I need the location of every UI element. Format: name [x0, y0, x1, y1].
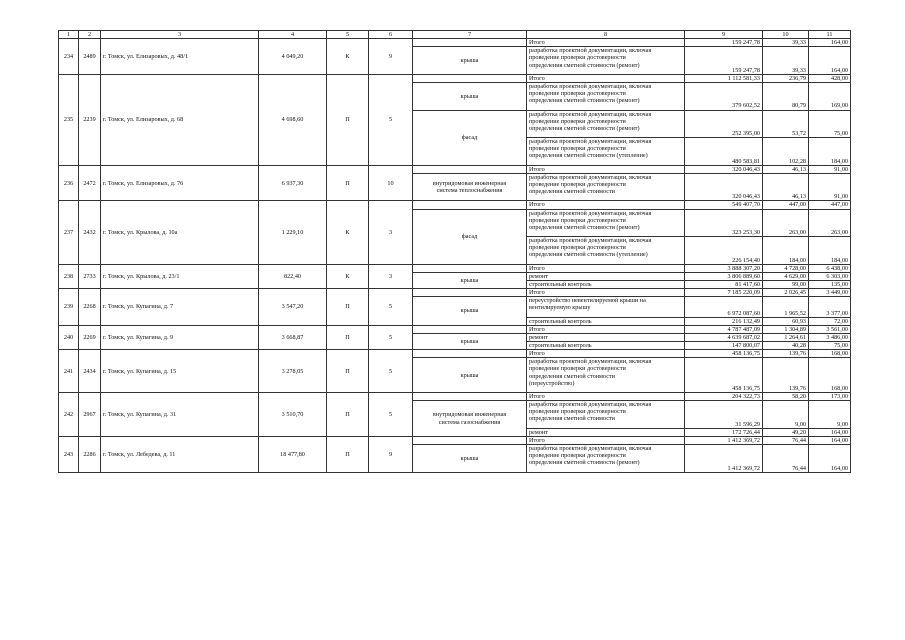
work-description: Итого [527, 436, 685, 444]
value-total: 1 112 581,33 [685, 74, 763, 82]
work-description [527, 82, 685, 110]
work-type: фасад [413, 209, 527, 264]
row-number: 242 [59, 393, 79, 437]
table-row [59, 325, 851, 333]
type-cell: П [327, 165, 369, 201]
value-limit: 3 486,00 [809, 333, 851, 341]
value-per-sqm: 236,79 [763, 74, 809, 82]
area-cell: 6 937,30 [259, 165, 327, 201]
text-line: вентилируемую крышу [529, 304, 591, 312]
value-per-sqm: 263,00 [763, 209, 809, 237]
works-table [58, 30, 851, 473]
value-total: 252 395,00 [685, 110, 763, 138]
value-total: 159 247,78 [685, 39, 763, 47]
work-description: строительный контроль [527, 281, 685, 289]
value-per-sqm: 2 026,45 [763, 289, 809, 297]
table-row [59, 165, 851, 173]
work-type-empty [413, 436, 527, 444]
value-total: 320 046,43 [685, 165, 763, 173]
work-type-empty [413, 350, 527, 358]
text-line: проведение проверки достоверности [529, 181, 626, 188]
value-per-sqm: 1 264,61 [763, 333, 809, 341]
floors-cell: 9 [369, 436, 413, 472]
value-limit: 173,00 [809, 393, 851, 401]
value-limit: 164,00 [809, 436, 851, 444]
work-description: Итого [527, 289, 685, 297]
text-line: определения сметной стоимости (ремонт) [529, 459, 640, 467]
address-cell: г. Томск, ул. Лебедева, д. 11 [101, 436, 259, 472]
work-type: крыша [413, 333, 527, 349]
type-cell: К [327, 39, 369, 75]
value-total: 1 412 369,72 [685, 436, 763, 444]
table-row [59, 393, 851, 401]
value-per-sqm: 39,33 [763, 39, 809, 47]
table-row [59, 436, 851, 444]
work-type: крыша [413, 358, 527, 393]
value-per-sqm: 9,00 [763, 401, 809, 429]
text-line: проведение проверки достоверности [529, 54, 626, 62]
value-limit: 91,00 [809, 173, 851, 201]
address-cell: г. Томск, ул. Купагина, д. 31 [101, 393, 259, 437]
work-type: крыша [413, 445, 527, 473]
value-per-sqm: 39,33 [763, 47, 809, 75]
value-per-sqm: 184,00 [763, 237, 809, 265]
value-total: 549 407,70 [685, 201, 763, 209]
value-total: 320 046,43 [685, 173, 763, 201]
text-line: система газоснабжения [438, 418, 501, 426]
work-type-empty [413, 201, 527, 209]
value-total: 204 322,73 [685, 393, 763, 401]
work-description [527, 209, 685, 237]
text-line: разработка проектной документации, включая [529, 209, 652, 217]
type-cell: К [327, 264, 369, 288]
floors-cell: 10 [369, 165, 413, 201]
value-total: 458 136,75 [685, 358, 763, 393]
value-limit: 168,00 [809, 358, 851, 393]
floors-cell: 5 [369, 74, 413, 165]
object-code: 2434 [79, 350, 101, 393]
table-row [59, 350, 851, 358]
work-description: Итого [527, 325, 685, 333]
value-per-sqm: 4 629,00 [763, 272, 809, 280]
value-limit: 169,00 [809, 82, 851, 110]
value-per-sqm: 4 728,00 [763, 264, 809, 272]
text-line: проведение проверки достоверности [529, 117, 626, 125]
value-per-sqm: 53,72 [763, 110, 809, 138]
value-limit: 447,00 [809, 201, 851, 209]
col-header: 10 [763, 31, 809, 39]
address-cell: г. Томск, ул. Крылова, д. 10а [101, 201, 259, 264]
value-limit: 6 303,00 [809, 272, 851, 280]
object-code: 2239 [79, 74, 101, 165]
value-total: 1 412 369,72 [685, 445, 763, 473]
value-limit: 72,00 [809, 317, 851, 325]
value-total: 81 417,60 [685, 281, 763, 289]
text-line: определения сметной стоимости (ремонт) [529, 61, 640, 69]
value-limit: 164,00 [809, 47, 851, 75]
address-cell: г. Томск, ул. Купагина, д. 9 [101, 325, 259, 349]
address-cell: г. Томск, ул. Крылова, д. 23/1 [101, 264, 259, 288]
work-description [527, 237, 685, 265]
floors-cell: 3 [369, 264, 413, 288]
text-line: внутридомовая инженерная [432, 411, 507, 419]
value-total: 323 253,30 [685, 209, 763, 237]
value-limit: 91,00 [809, 165, 851, 173]
work-description: Итого [527, 201, 685, 209]
value-limit: 168,00 [809, 350, 851, 358]
work-type: крыша [413, 47, 527, 75]
work-type-empty [413, 264, 527, 272]
table-row [59, 201, 851, 209]
object-code: 2269 [79, 325, 101, 349]
type-cell: К [327, 201, 369, 264]
text-line: определения сметной стоимости (ремонт) [529, 97, 640, 105]
area-cell: 3 510,70 [259, 393, 327, 437]
value-per-sqm: 46,13 [763, 165, 809, 173]
text-line: разработка проектной документации, включая [529, 82, 652, 90]
row-number: 241 [59, 350, 79, 393]
value-per-sqm: 102,28 [763, 138, 809, 166]
row-number: 236 [59, 165, 79, 201]
table-row [59, 39, 851, 47]
address-cell: г. Томск, ул. Елизаровых, д. 68 [101, 74, 259, 165]
area-cell: 4 049,20 [259, 39, 327, 75]
row-number: 243 [59, 436, 79, 472]
col-header: 11 [809, 31, 851, 39]
floors-cell: 3 [369, 201, 413, 264]
area-cell: 822,40 [259, 264, 327, 288]
table-body [59, 39, 851, 473]
area-cell: 3 547,20 [259, 289, 327, 326]
text-line: определения сметной стоимости (утепление) [529, 152, 648, 160]
row-number: 235 [59, 74, 79, 165]
object-code: 2268 [79, 289, 101, 326]
text-line: разработка проектной документации, включая [529, 110, 652, 118]
text-line: переустройство невентилируемой крыши на [529, 297, 646, 305]
text-line: проведение проверки достоверности [529, 145, 626, 153]
text-line: проведение проверки достоверности [529, 244, 626, 252]
text-line: система теплоснабжения [436, 187, 503, 195]
work-description [527, 401, 685, 429]
value-per-sqm: 46,13 [763, 173, 809, 201]
work-type: крыша [413, 272, 527, 288]
value-per-sqm: 447,00 [763, 201, 809, 209]
value-total: 159 247,78 [685, 47, 763, 75]
value-limit: 164,00 [809, 428, 851, 436]
col-header: 4 [259, 31, 327, 39]
text-line: определения сметной стоимости (ремонт) [529, 124, 640, 132]
value-total: 147 800,07 [685, 342, 763, 350]
col-header: 2 [79, 31, 101, 39]
value-limit: 263,00 [809, 209, 851, 237]
value-limit: 9,00 [809, 401, 851, 429]
floors-cell: 9 [369, 39, 413, 75]
text-line: определения сметной стоимости (ремонт) [529, 223, 640, 231]
text-line: проведение проверки достоверности [529, 408, 626, 416]
text-line: (переустройство) [529, 379, 575, 387]
floors-cell: 5 [369, 393, 413, 437]
object-code: 2967 [79, 393, 101, 437]
work-type-empty [413, 39, 527, 47]
object-code: 2432 [79, 201, 101, 264]
col-header: 1 [59, 31, 79, 39]
type-cell: П [327, 393, 369, 437]
value-per-sqm: 1 965,52 [763, 297, 809, 317]
text-line: определения сметной стоимости (утепление) [529, 251, 648, 259]
work-description: Итого [527, 393, 685, 401]
work-description: Итого [527, 39, 685, 47]
value-limit: 164,00 [809, 445, 851, 473]
work-description: ремонт [527, 272, 685, 280]
value-per-sqm: 40,28 [763, 342, 809, 350]
work-description: Итого [527, 264, 685, 272]
value-per-sqm: 1 304,89 [763, 325, 809, 333]
area-cell: 4 698,60 [259, 74, 327, 165]
row-number: 238 [59, 264, 79, 288]
text-line: определения сметной стоимости [529, 372, 615, 380]
work-type: крыша [413, 82, 527, 110]
type-cell: П [327, 74, 369, 165]
value-total: 4 639 687,02 [685, 333, 763, 341]
value-limit: 184,00 [809, 237, 851, 265]
value-total: 31 596,29 [685, 401, 763, 429]
value-per-sqm: 76,44 [763, 445, 809, 473]
address-cell: г. Томск, ул. Елизаровых, д. 48/1 [101, 39, 259, 75]
address-cell: г. Томск, ул. Купагина, д. 15 [101, 350, 259, 393]
value-total: 480 583,81 [685, 138, 763, 166]
value-per-sqm: 80,79 [763, 82, 809, 110]
row-number: 239 [59, 289, 79, 326]
value-per-sqm: 139,76 [763, 358, 809, 393]
value-per-sqm: 139,76 [763, 350, 809, 358]
address-cell: г. Томск, ул. Елизаровых, д. 76 [101, 165, 259, 201]
type-cell: П [327, 436, 369, 472]
work-type-empty [413, 325, 527, 333]
work-type: фасад [413, 110, 527, 165]
value-total: 226 154,40 [685, 237, 763, 265]
value-total: 3 888 307,20 [685, 264, 763, 272]
text-line: разработка проектной документации, включая [529, 173, 652, 181]
text-line: проведение проверки достоверности [529, 216, 626, 224]
col-header: 9 [685, 31, 763, 39]
area-cell: 18 477,80 [259, 436, 327, 472]
area-cell: 3 668,87 [259, 325, 327, 349]
value-limit: 75,00 [809, 110, 851, 138]
text-line: разработка проектной документации, включая [529, 237, 652, 245]
type-cell: П [327, 350, 369, 393]
text-line: проведение проверки достоверности [529, 452, 626, 460]
value-limit: 75,00 [809, 342, 851, 350]
text-line: внутридомовая инженерная [432, 180, 507, 188]
value-per-sqm: 76,44 [763, 436, 809, 444]
value-total: 6 972 087,60 [685, 297, 763, 317]
value-per-sqm: 99,00 [763, 281, 809, 289]
object-code: 2286 [79, 436, 101, 472]
value-limit: 3 561,00 [809, 325, 851, 333]
value-total: 216 132,49 [685, 317, 763, 325]
text-line: определения сметной стоимости [529, 188, 615, 196]
work-description [527, 138, 685, 166]
row-number: 234 [59, 39, 79, 75]
col-header: 7 [413, 31, 527, 39]
value-total: 458 136,75 [685, 350, 763, 358]
col-header: 5 [327, 31, 369, 39]
work-description: ремонт [527, 428, 685, 436]
value-total: 7 185 220,09 [685, 289, 763, 297]
text-line: разработка проектной документации, включая [529, 138, 652, 146]
work-description: Итого [527, 74, 685, 82]
floors-cell: 5 [369, 325, 413, 349]
text-line: определения сметной стоимости [529, 415, 615, 423]
work-description [527, 358, 685, 393]
value-per-sqm: 60,93 [763, 317, 809, 325]
work-description [527, 445, 685, 473]
text-line: разработка проектной документации, включая [529, 47, 652, 55]
object-code: 2472 [79, 165, 101, 201]
floors-cell: 5 [369, 289, 413, 326]
text-line: разработка проектной документации, включая [529, 358, 652, 366]
value-total: 3 806 889,60 [685, 272, 763, 280]
value-limit: 3 449,00 [809, 289, 851, 297]
work-type: крыша [413, 297, 527, 326]
work-description [527, 173, 685, 201]
work-description: строительный контроль [527, 342, 685, 350]
work-description [527, 110, 685, 138]
work-description [527, 47, 685, 75]
area-cell: 3 278,05 [259, 350, 327, 393]
work-type-empty [413, 165, 527, 173]
text-line: разработка проектной документации, включая [529, 445, 652, 453]
text-line: разработка проектной документации, включая [529, 401, 652, 409]
work-type-empty [413, 289, 527, 297]
work-type [413, 173, 527, 201]
value-limit: 184,00 [809, 138, 851, 166]
table-row [59, 289, 851, 297]
floors-cell: 5 [369, 350, 413, 393]
header-row [59, 31, 851, 39]
work-description: Итого [527, 165, 685, 173]
area-cell: 1 229,10 [259, 201, 327, 264]
value-limit: 428,00 [809, 74, 851, 82]
table-row [59, 264, 851, 272]
value-per-sqm: 49,20 [763, 428, 809, 436]
value-limit: 135,00 [809, 281, 851, 289]
value-total: 379 602,52 [685, 82, 763, 110]
col-header: 3 [101, 31, 259, 39]
work-type-empty [413, 74, 527, 82]
type-cell: П [327, 325, 369, 349]
work-description [527, 297, 685, 317]
row-number: 240 [59, 325, 79, 349]
text-line: проведение проверки достоверности [529, 365, 626, 373]
address-cell: г. Томск, ул. Купагина, д. 7 [101, 289, 259, 326]
value-limit: 164,00 [809, 39, 851, 47]
work-description: Итого [527, 350, 685, 358]
table-row [59, 74, 851, 82]
work-type-empty [413, 393, 527, 401]
value-limit: 6 438,00 [809, 264, 851, 272]
work-description: строительный контроль [527, 317, 685, 325]
object-code: 2733 [79, 264, 101, 288]
work-type [413, 401, 527, 437]
value-per-sqm: 58,20 [763, 393, 809, 401]
work-description: ремонт [527, 333, 685, 341]
value-total: 4 787 487,09 [685, 325, 763, 333]
row-number: 237 [59, 201, 79, 264]
value-total: 172 726,44 [685, 428, 763, 436]
col-header: 6 [369, 31, 413, 39]
text-line: проведение проверки достоверности [529, 90, 626, 98]
object-code: 2489 [79, 39, 101, 75]
type-cell: П [327, 289, 369, 326]
value-limit: 3 377,00 [809, 297, 851, 317]
col-header: 8 [527, 31, 685, 39]
